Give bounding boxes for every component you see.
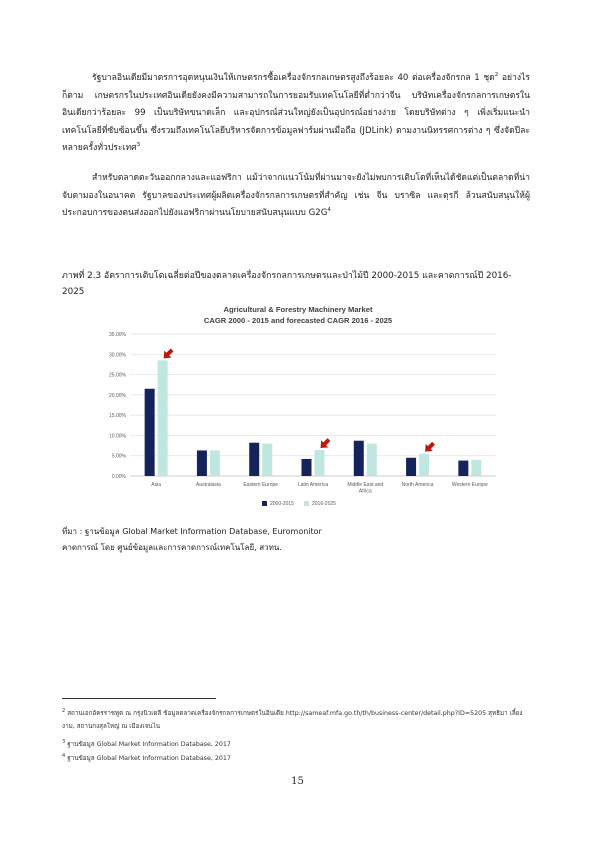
footnote-divider <box>62 698 216 699</box>
footnote-3-text: ฐานข้อมูล Global Market Information Database, 2017 <box>65 741 231 748</box>
cagr-bar-chart <box>92 303 504 511</box>
figure-source <box>62 524 532 556</box>
gridlines <box>130 334 496 476</box>
bar-2016-2025-north-america <box>419 454 429 476</box>
bar-2016-2025-australasia <box>210 450 220 476</box>
footnote-3 <box>62 739 532 752</box>
page-number: 15 <box>291 776 304 787</box>
x-tick-label: Asia <box>151 482 162 488</box>
bar-2000-2015-latin-america <box>302 459 312 476</box>
bar-2000-2015-australasia <box>197 450 207 476</box>
footnote-ref-4[interactable]: 4 <box>327 207 331 214</box>
paragraph-india <box>62 70 530 158</box>
bar-2016-2025-asia <box>158 360 168 476</box>
legend-label: 2016-2025 <box>312 501 336 507</box>
x-tick-label: Western Europe <box>451 482 488 488</box>
y-axis-ticks <box>109 332 127 480</box>
paragraph-india-continuation: อย่างไรก็ตาม เกษตรกรในประเทศอินเดียยังคงมีความสามารถในการยอมรับเทคโนโลยีที่ต่ำกว่าจีน บริษัทเครื่องจักรกลการเกษตรในอินเดียกว่าร้อยละ 99 เป็นบริษัทขนาดเล็ก และอุปกรณ์ส่วนใหญ่ยังเป็นอุปกรณ์อย่างง่าย โดยบริษัทต่าง ๆ เพิ่งเริ่มแนะนำเทคโนโลยีที่ซับซ้อนขึ้น ซึ่งรวมถึงเทคโนโลยีบริหารจัดการข้อมูลฟาร์มผ่านมือถือ (JDLink) ตามงานนิทรรศการต่าง ๆ ซึ่งจัดปีละหลายครั้งทั่วประเทศ <box>62 73 530 153</box>
x-tick-label: Latin America <box>297 482 329 488</box>
chart-subtitle: CAGR 2000 - 2015 and forecasted CAGR 2016 - 2025 <box>203 316 393 325</box>
highlight-arrows <box>160 346 437 455</box>
y-tick-label: 25.00% <box>109 372 126 379</box>
y-tick-label: 10.00% <box>109 433 126 440</box>
footnote-number-4: 4 <box>62 752 66 759</box>
footnote-4 <box>62 753 532 766</box>
y-tick-label: 0.00% <box>111 474 126 480</box>
x-tick-label: Africa <box>358 488 372 495</box>
source-line-2: คาดการณ์ โดย ศูนย์ข้อมูลและการคาดการณ์เทคโนโลยี, สวทน. <box>62 543 282 552</box>
bar-2000-2015-middle-east-and-africa <box>354 441 364 476</box>
chart-legend <box>262 501 336 507</box>
chart-container <box>92 303 504 511</box>
y-tick-label: 5.00% <box>111 453 126 460</box>
y-tick-label: 30.00% <box>109 352 126 359</box>
paragraph-middle-east-africa <box>62 170 530 223</box>
source-line-1: ที่มา : ฐานข้อมูล Global Market Information Database, Euromonitor <box>62 527 322 536</box>
bars <box>145 360 482 476</box>
footnote-number-3: 3 <box>62 738 66 745</box>
footnote-ref-3[interactable]: 3 <box>136 142 141 149</box>
legend-swatch <box>304 501 309 506</box>
x-tick-label: Eastern Europe <box>243 482 279 488</box>
bar-2016-2025-eastern-europe <box>262 444 272 476</box>
bar-2000-2015-western-europe <box>458 461 468 476</box>
legend-swatch <box>262 501 267 506</box>
highlight-arrow <box>422 440 438 456</box>
footnote-ref-2[interactable]: 2 <box>494 72 499 79</box>
bar-2016-2025-western-europe <box>471 460 481 476</box>
paragraph-mea-text: สำหรับตลาดตะวันออกกลางและแอฟริกา แม้ว่าจากแนวโน้มที่ผ่านมาจะยังไม่พบการเติบโตที่เห็นได้ชัดแต่เป็นตลาดที่น่าจับตามองในอนาคต รัฐบาลของประเทศผู้ผลิตเครื่องจักรกลการเกษตรที่สำคัญ เช่น จีน บราซิล และตุรกี ล้วนสนับสนุนให้ผู้ประกอบการของตนส่งออกไปยังแอฟริกาผ่านนโยบายสนับสนุนแบบ G2G <box>62 173 530 218</box>
x-tick-label: Middle East and <box>347 482 384 488</box>
bar-2016-2025-middle-east-and-africa <box>367 444 377 476</box>
x-tick-label: North America <box>401 482 434 488</box>
chart-title: Agricultural & Forestry Machinery Market <box>223 305 373 314</box>
y-tick-label: 20.00% <box>109 392 126 399</box>
footnote-4-text: ฐานข้อมูล Global Market Information Database, 2017 <box>65 755 231 762</box>
footnote-2 <box>62 708 532 734</box>
bar-2000-2015-north-america <box>406 458 416 476</box>
x-axis-ticks <box>151 482 488 495</box>
footnote-number-2: 2 <box>62 707 66 714</box>
footnote-2-text: สถานเอกอัครราชทูต ณ กรุงนิวเดลี ข้อมูลตลาดเครื่องจักรกลการเกษตรในอินเดีย http://sameaf.mfa.go.th/th/business-center/detail.php?ID=5205 สุทธิมา เลี้ยงงาม, สถานกงสุลใหญ่ ณ เมืองเจนไน <box>62 710 523 730</box>
y-tick-label: 15.00% <box>109 413 126 420</box>
figure-caption: ภาพที่ 2.3 อัตราการเติบโตเฉลี่ยต่อปีของตลาดเครื่องจักรกลการเกษตรและป่าไม้ปี 2000-2015 และคาดการณ์ปี 2016-2025 <box>62 271 512 297</box>
paragraph-india-text: รัฐบาลอินเดียมีมาตรการอุดหนุนเงินให้เกษตรกรซื้อเครื่องจักรกลเกษตรสูงถึงร้อยละ 40 ต่อเครื่องจักรกล 1 ชุด <box>92 73 495 83</box>
highlight-arrow <box>317 436 333 452</box>
x-tick-label: Australasia <box>196 482 221 488</box>
bar-2000-2015-asia <box>145 389 155 476</box>
bar-2016-2025-latin-america <box>315 450 325 476</box>
y-tick-label: 35.00% <box>109 332 126 338</box>
bar-2000-2015-eastern-europe <box>249 443 259 476</box>
legend-label: 2000-2015 <box>270 501 294 507</box>
